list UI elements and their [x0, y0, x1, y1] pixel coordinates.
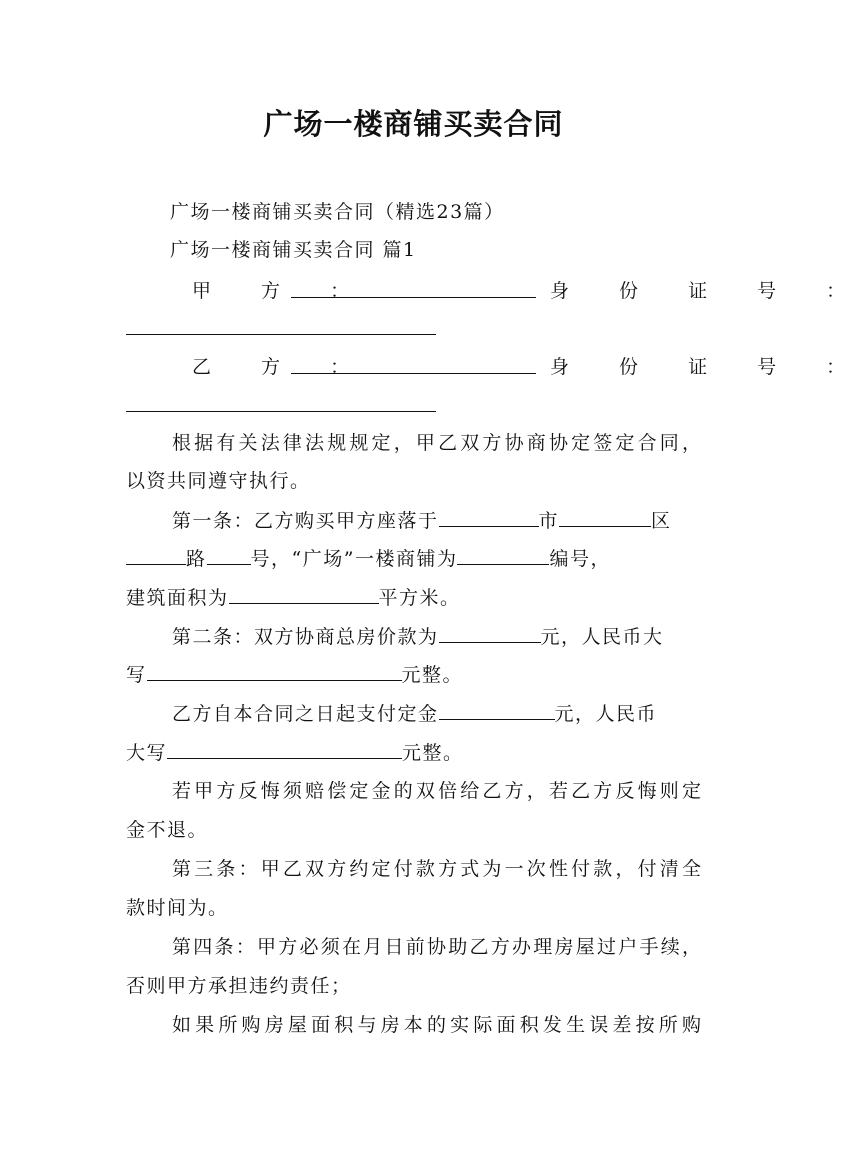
art1-text-3: 区: [651, 510, 672, 532]
art1-road-blank: [207, 546, 251, 565]
deposit-text-3: 大写: [126, 742, 168, 764]
penalty-line-1: 若甲方反悔须赔偿定金的双倍给乙方，若乙方反悔则定: [172, 780, 702, 802]
party-b-id-row: [550, 355, 867, 379]
art1-text-8: 平方米。: [378, 587, 461, 609]
art1-city-blank: [559, 508, 651, 527]
deposit-text-4: 元整。: [402, 742, 464, 764]
art2-text-1: 第二条：双方协商总房价款为: [172, 626, 439, 648]
art2-capital-blank: [147, 662, 402, 681]
art4-line-2: 否则甲方承担违约责任；: [126, 975, 352, 997]
deposit-text-1: 乙方自本合同之日起支付定金: [172, 703, 439, 725]
art1-text-4: 路: [186, 548, 207, 570]
party-b-label: 乙 方 ：: [192, 356, 372, 378]
art2-text-3: 写: [126, 664, 147, 686]
art1-location-blank: [439, 508, 539, 527]
document-title: 广场一楼商铺买卖合同: [263, 107, 564, 141]
art2-line-1: [172, 624, 664, 649]
section-heading: 广场一楼商铺买卖合同 篇1: [170, 239, 417, 261]
art1-area-blank: [229, 585, 379, 604]
art1-line-1: [172, 508, 672, 533]
party-b-id-blank: [126, 393, 436, 412]
deposit-capital-blank: [167, 740, 402, 759]
art1-line-3: [126, 585, 461, 610]
party-b-name-blank: [291, 355, 536, 374]
penalty-line-2: 金不退。: [126, 819, 209, 841]
art1-text-1: 第一条：乙方购买甲方座落于: [172, 510, 439, 532]
deposit-amount-blank: [439, 701, 555, 720]
art2-text-4: 元整。: [401, 664, 464, 686]
art3-line-1: 第三条：甲乙双方约定付款方式为一次性付款，付清全: [172, 858, 702, 880]
deposit-text-2: 元，人民币: [554, 703, 658, 725]
art2-text-2: 元，人民币大: [540, 626, 664, 648]
deposit-line-2: [126, 740, 464, 765]
art1-text-2: 市: [538, 510, 560, 532]
art1-text-5: 号，“广场”一楼商铺为: [250, 548, 458, 570]
art1-text-7: 建筑面积为: [126, 587, 229, 609]
area-line-1: 如果所购房屋面积与房本的实际面积发生误差按所购: [172, 1014, 702, 1036]
art1-line-2: [126, 546, 611, 571]
intro-line-2: 以资共同遵守执行。: [126, 470, 311, 492]
party-a-name-blank: [291, 279, 536, 298]
party-a-id-blank: [126, 316, 436, 335]
art3-line-2: 款时间为。: [126, 897, 229, 919]
art2-line-2: [126, 662, 463, 687]
art4-line-1: 第四条：甲方必须在月日前协助乙方办理房屋过户手续，: [172, 936, 702, 958]
document-subtitle: 广场一楼商铺买卖合同（精选23篇）: [170, 201, 505, 223]
art2-price-blank: [439, 624, 541, 643]
party-a-id-label: 身 份 证 号 ：: [550, 280, 867, 302]
intro-line-1: 根据有关法律法规规定，甲乙双方协商协定签定合同，: [172, 432, 702, 454]
art1-district-blank: [126, 546, 186, 565]
party-b-id-label: 身 份 证 号 ：: [550, 356, 867, 378]
art1-number-blank: [457, 546, 549, 565]
deposit-line-1: [172, 701, 657, 726]
party-a-label: 甲 方 ：: [192, 280, 372, 302]
party-a-id-row: [550, 279, 867, 303]
art1-text-6: 编号，: [549, 548, 611, 570]
